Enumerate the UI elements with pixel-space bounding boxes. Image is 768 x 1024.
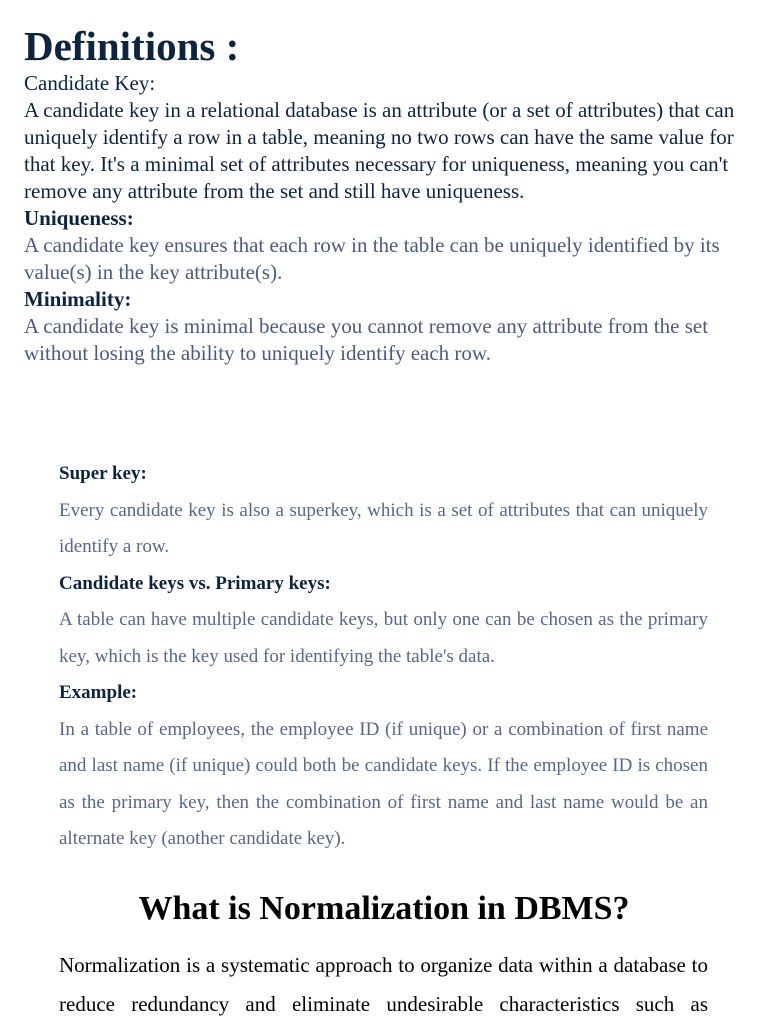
uniqueness-label: Uniqueness: [24,206,134,230]
normalization-heading: What is Normalization in DBMS? [138,890,630,927]
candidate-key-label: Candidate Key: [24,71,156,95]
candidate-vs-primary-label: Candidate keys vs. Primary keys: [59,572,331,594]
super-key-text: Every candidate key is also a superkey, which is a set of attributes that can uniquely identify a row. [59,499,708,557]
candidate-key-text: A candidate key in a relational database is an attribute (or a set of attributes) that can uniquely identify a row in a table, meaning no two rows can have the same value for that key. It's a minimal set of attributes necessary for uniqueness, meaning you can't remove any attribute from the set and still have uniqueness. [24,98,735,203]
definitions-heading: Definitions : [24,23,240,69]
super-key-label: Super key: [59,463,147,484]
example-text: In a table of employees, the employee ID (if unique) or a combination of first name and last name (if unique) could both be candidate keys. If the employee ID is chosen as the primary key, then the combination of first name and last name would be an alternate key (another candidate key). [59,718,708,849]
uniqueness-text: A candidate key ensures that each row in the table can be uniquely identified by its value(s) in the key attribute(s). [24,233,720,284]
minimality-label: Minimality: [24,287,132,311]
example-label: Example: [59,682,138,703]
key-details-section [59,456,708,858]
definitions-section [24,22,736,367]
minimality-text: A candidate key is minimal because you cannot remove any attribute from the set without losing the ability to uniquely identify each row. [24,314,709,365]
candidate-vs-primary-text: A table can have multiple candidate keys, but only one can be chosen as the primary key, which is the key used for identifying the table's data. [59,609,708,667]
normalization-text: Normalization is a systematic approach to organize data within a database to reduce redundancy and eliminate undesirable characteristics such as [59,953,708,1016]
